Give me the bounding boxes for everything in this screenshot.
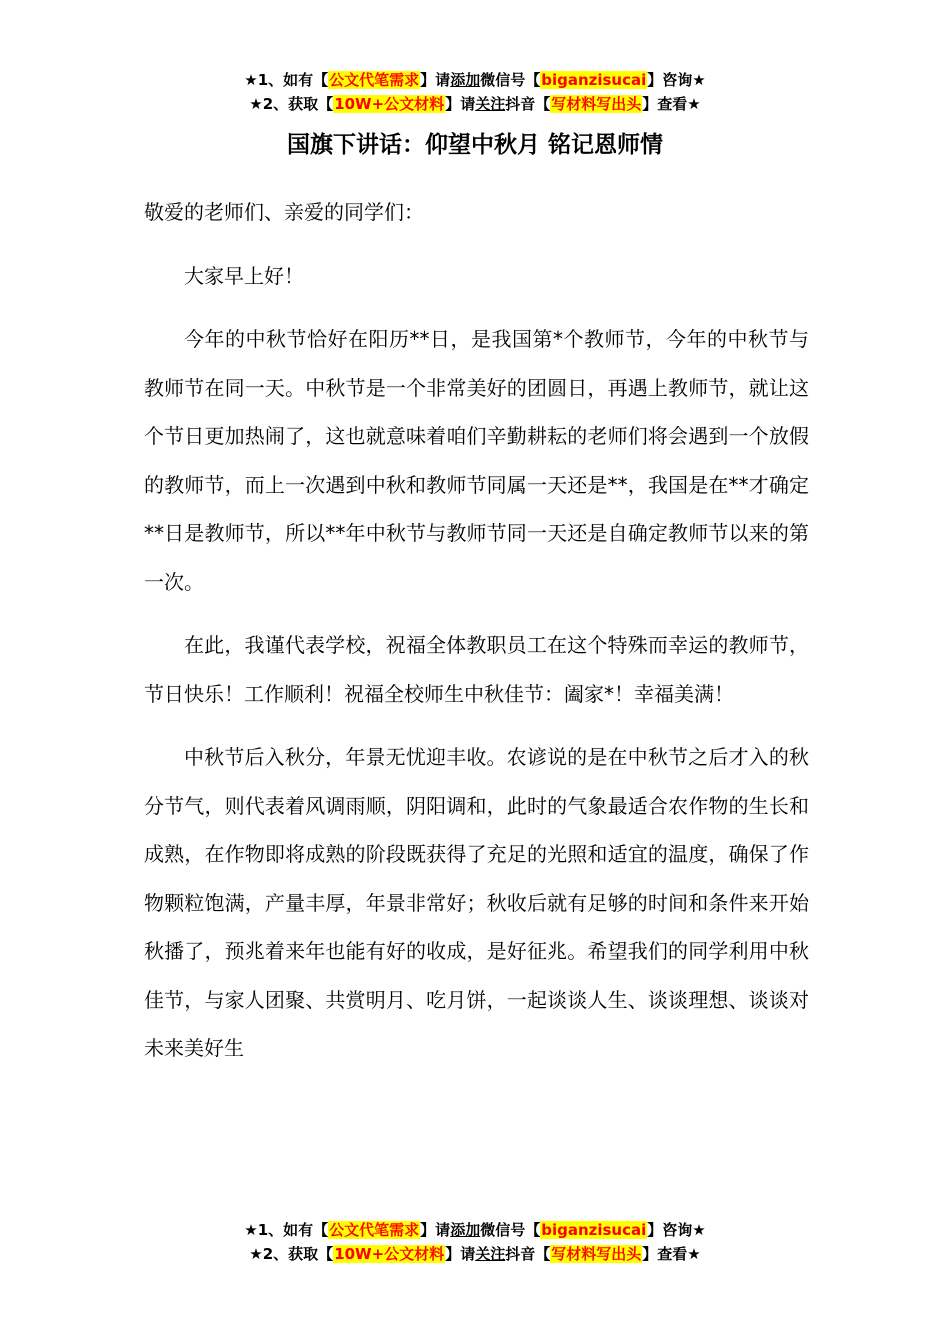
banner-text: 】请 — [445, 95, 476, 113]
banner-text: ★2、获取【 — [249, 95, 334, 113]
banner-text: 】请 — [445, 1245, 476, 1263]
underlined-text: 关注 — [475, 1245, 506, 1263]
banner-text: 】请 — [420, 71, 451, 89]
body-paragraph: 中秋节后入秋分，年景无忧迎丰收。农谚说的是在中秋节之后才入的秋分节气，则代表着风调雨顺，阴阳调和，此时的气象最适合农作物的生长和成熟，在作物即将成熟的阶段既获得了充足的光照和适宜的温度，确保了作物颗粒饱满，产量丰厚，年景非常好；秋收后就有足够的时间和条件来开始秋播了，预兆着来年也能有好的收成，是好征兆。希望我们的同学利用中秋佳节，与家人团聚、共赏明月、吃月饼，一起谈谈人生、谈谈理想、谈谈对未来美好生 — [144, 745, 809, 1060]
document-title: 国旗下讲话：仰望中秋月 铭记恩师情 — [286, 132, 663, 158]
banner-line-1 — [0, 1218, 950, 1242]
body-paragraph: 在此，我谨代表学校，祝福全体教职员工在这个特殊而幸运的教师节，节日快乐！工作顺利！祝福全校师生中秋佳节：阖家*！幸福美满！ — [144, 633, 809, 706]
banner-text: 微信号【 — [480, 71, 541, 89]
underlined-text: 添加 — [450, 71, 481, 89]
banner-line-2 — [0, 92, 950, 116]
wechat-id-highlight: biganzisucai — [541, 71, 647, 89]
banner-text: ★1、如有【 — [244, 1221, 329, 1239]
banner-text: 抖音【 — [505, 95, 551, 113]
banner-text: 微信号【 — [480, 1221, 541, 1239]
highlight-text: 10W+公文材料 — [334, 1245, 445, 1263]
banner-text: ★1、如有【 — [244, 71, 329, 89]
banner-text: 】咨询★ — [647, 1221, 706, 1239]
highlight-text: 10W+公文材料 — [334, 95, 445, 113]
banner-line-1 — [0, 68, 950, 92]
banner-text: 】请 — [420, 1221, 451, 1239]
document-body — [144, 188, 809, 1088]
douyin-account-highlight: 写材料写出头 — [551, 95, 642, 113]
banner-text: 】咨询★ — [647, 71, 706, 89]
douyin-account-highlight: 写材料写出头 — [551, 1245, 642, 1263]
salutation: 敬爱的老师们、亲爱的同学们： — [144, 200, 424, 224]
body-paragraph: 今年的中秋节恰好在阳历**日，是我国第*个教师节，今年的中秋节与教师节在同一天。中秋节是一个非常美好的团圆日，再遇上教师节，就让这个节日更加热闹了，这也就意味着咱们辛勤耕耘的老师们将会遇到一个放假的教师节，而上一次遇到中秋和教师节同属一天还是**，我国是在**才确定**日是教师节，所以**年中秋节与教师节同一天还是自确定教师节以来的第一次。 — [144, 327, 809, 594]
banner-text: 】查看★ — [642, 1245, 701, 1263]
highlight-text: 公文代笔需求 — [329, 1221, 420, 1239]
banner-line-2 — [0, 1242, 950, 1266]
highlight-text: 公文代笔需求 — [329, 71, 420, 89]
banner-text: 抖音【 — [505, 1245, 551, 1263]
underlined-text: 关注 — [475, 95, 506, 113]
footer-banner — [0, 1218, 950, 1266]
body-paragraph: 大家早上好！ — [184, 263, 304, 288]
underlined-text: 添加 — [450, 1221, 481, 1239]
banner-text: ★2、获取【 — [249, 1245, 334, 1263]
banner-text: 】查看★ — [642, 95, 701, 113]
wechat-id-highlight: biganzisucai — [541, 1221, 647, 1239]
header-banner — [0, 68, 950, 116]
